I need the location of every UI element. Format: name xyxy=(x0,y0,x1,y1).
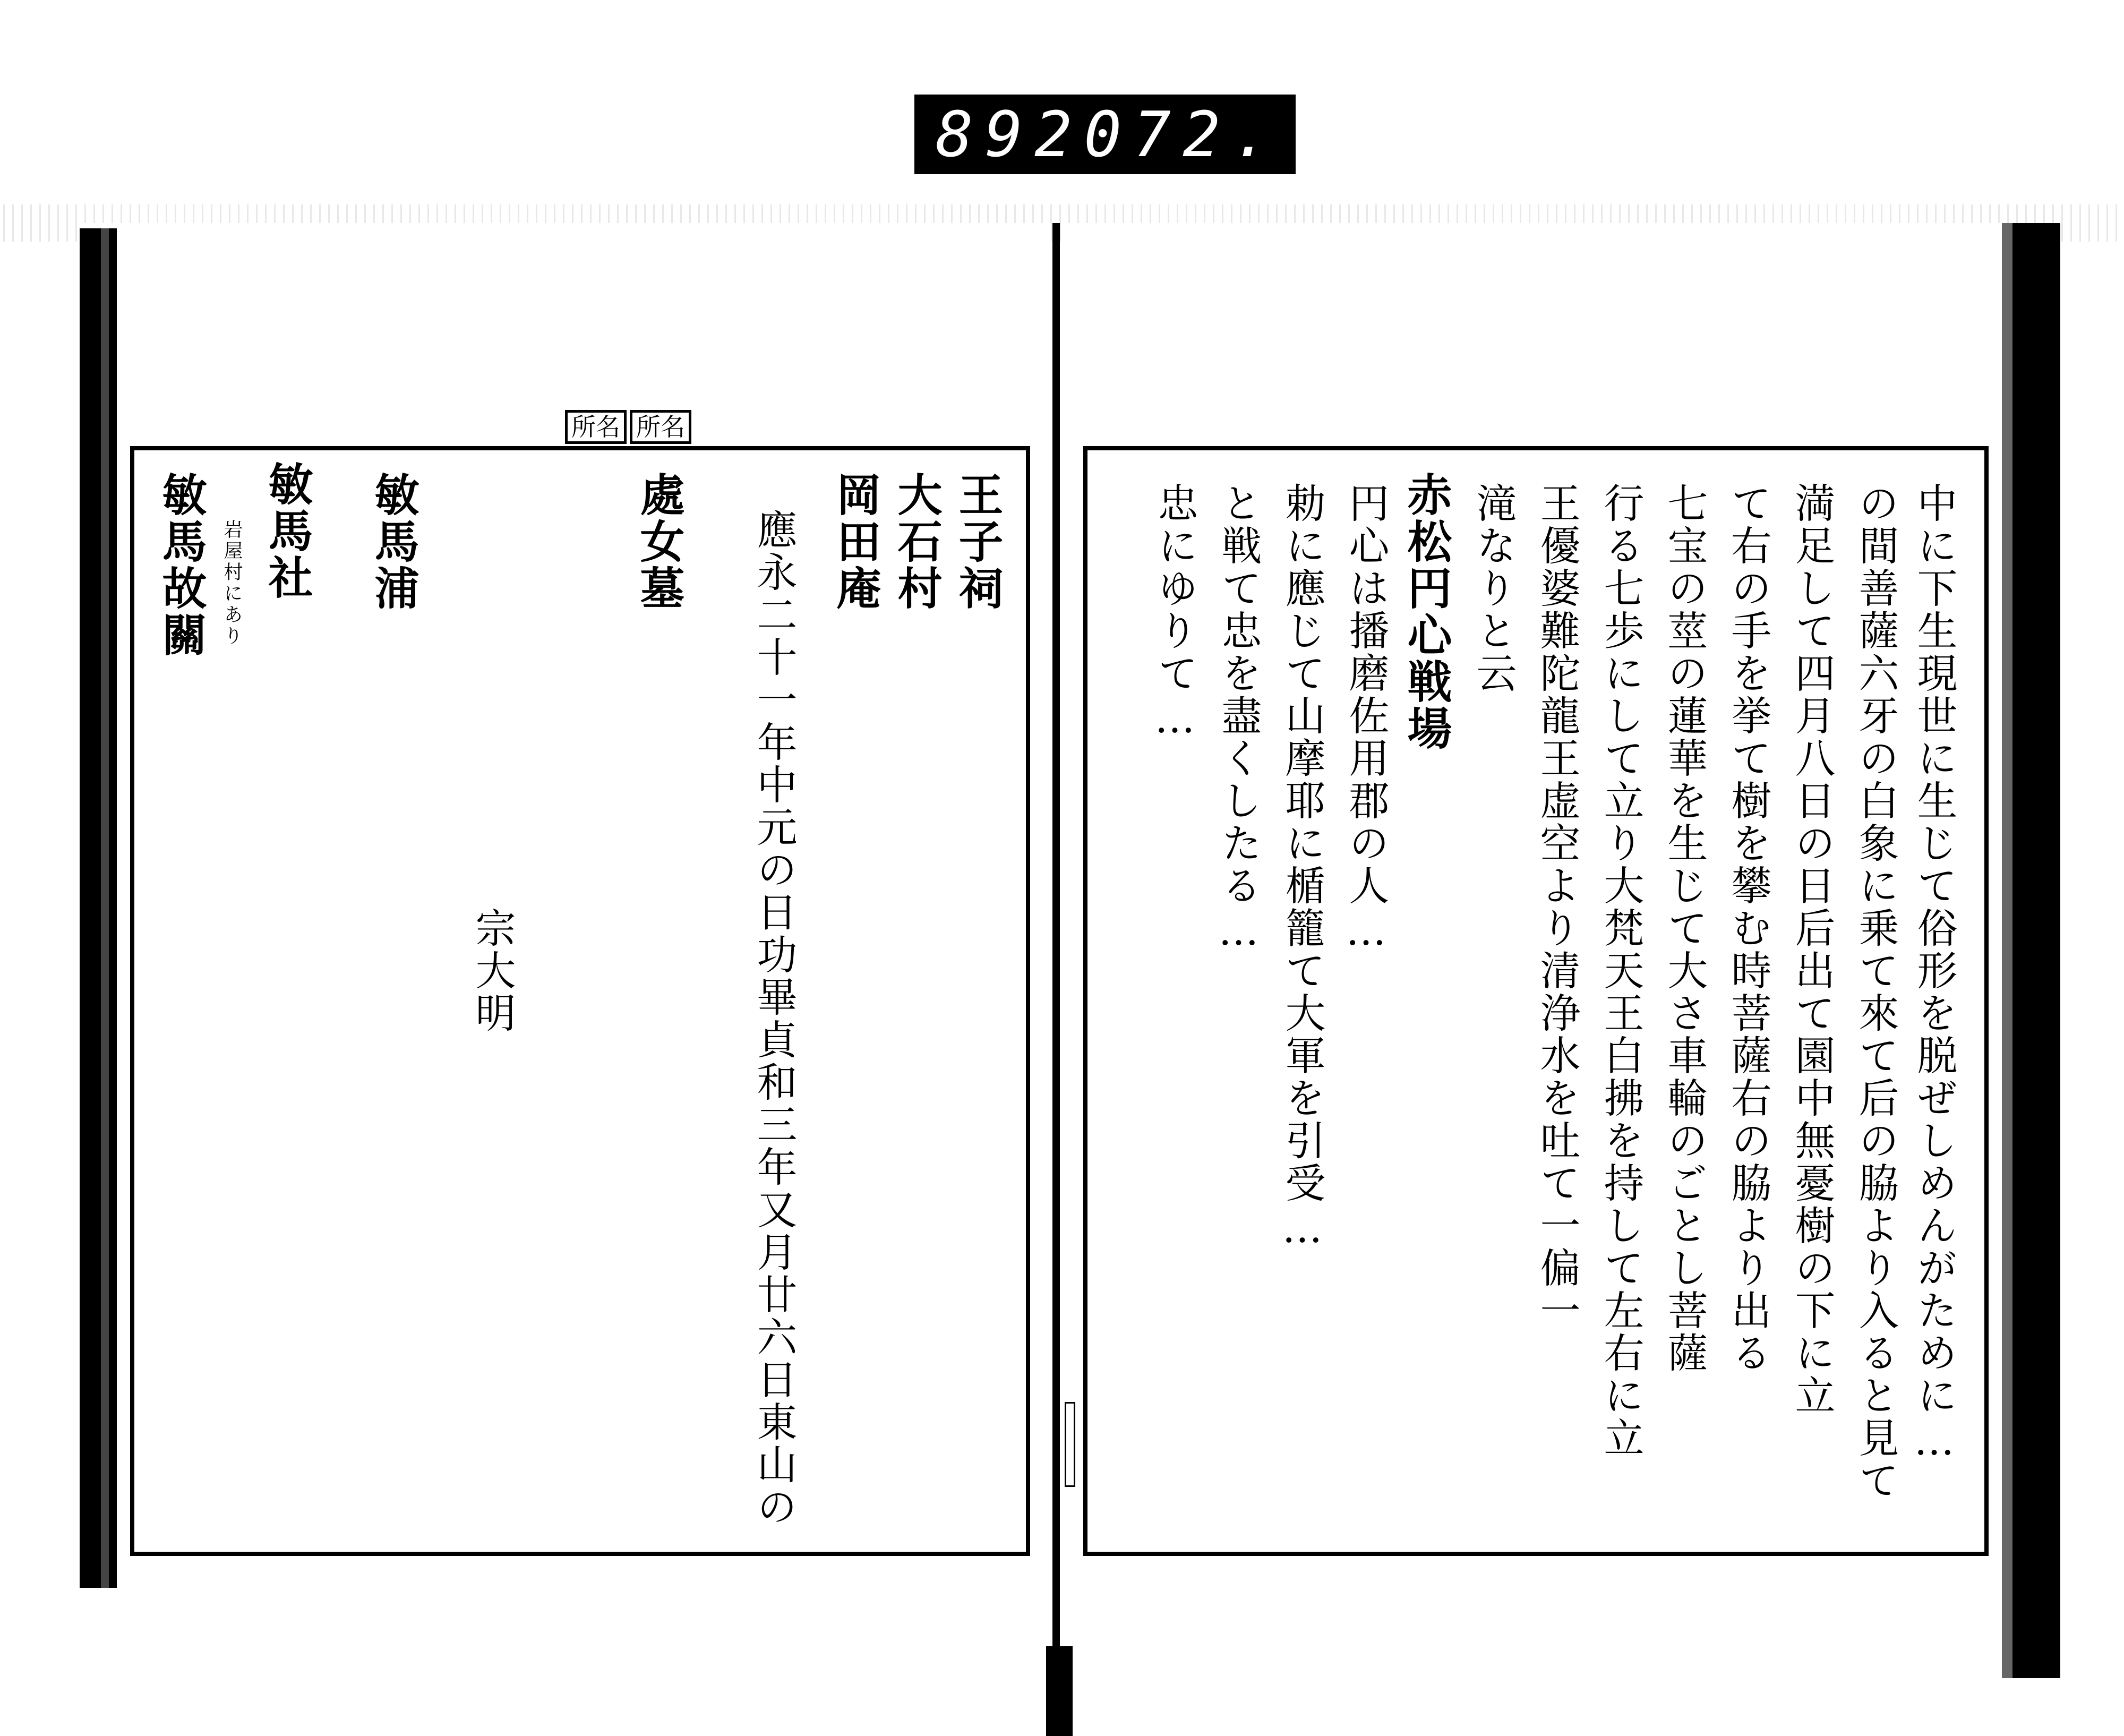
right-col-3: 満足して四月八日の日后出て園中無憂樹の下に立 xyxy=(1788,482,1836,1417)
right-spine xyxy=(2002,223,2060,1678)
note-mark xyxy=(1065,1402,1075,1487)
left-label-2: 所名 xyxy=(630,410,691,444)
left-col-8: 敏馬故關 xyxy=(155,472,208,659)
archive-tag-right: 072. xyxy=(1084,98,1282,171)
left-col-9: 岩屋村にあり xyxy=(221,519,243,647)
right-col-12: と戦て忠を盡くしたる… xyxy=(1215,482,1262,956)
gutter-foot xyxy=(1046,1646,1073,1736)
left-col-1: 王子祠 xyxy=(952,472,1004,612)
right-col-2: の間善薩六牙の白象に乗て來て后の脇より入ると見て xyxy=(1852,482,1899,1502)
right-col-13: 忠にゆりて… xyxy=(1151,482,1198,744)
left-col-2: 大石村 xyxy=(890,472,943,612)
gutter xyxy=(1052,223,1060,1731)
left-label-1: 所名 xyxy=(565,410,627,444)
right-col-4: て右の手を挙て樹を攀む時菩薩右の脇より出る xyxy=(1725,482,1772,1374)
left-text-frame xyxy=(130,446,1030,1556)
left-col-10: 宗大明 xyxy=(469,907,516,1034)
right-col-11: 勅に應じて山摩耶に楯籠て大軍を引受… xyxy=(1279,482,1326,1254)
right-col-10: 円心は播磨佐用郡の人… xyxy=(1342,482,1390,956)
left-col-6: 敏馬浦 xyxy=(367,472,420,612)
right-col-1: 中に下生現世に生じて俗形を脱ぜしめんがために… xyxy=(1911,482,1958,1466)
left-col-3: 岡田庵 xyxy=(829,472,882,612)
left-spine xyxy=(80,228,117,1588)
right-col-5: 七宝の莖の蓮華を生じて大さ車輪のごとし菩薩 xyxy=(1661,482,1708,1374)
right-col-7: 王優婆難陀龍王虚空より清浄水を吐て一偏一 xyxy=(1534,482,1581,1332)
right-col-6: 行る七歩にして立り大梵天王白拂を持して左右に立 xyxy=(1597,482,1645,1459)
archive-tag xyxy=(914,95,1296,174)
left-col-5: 處女墓 xyxy=(633,472,686,612)
right-text-frame xyxy=(1083,446,1989,1556)
left-col-4: 應永二十一年中元の日功畢貞和三年又月廿六日東山の xyxy=(750,509,798,1528)
archive-tag-left: 892 xyxy=(936,98,1084,171)
right-col-8: 滝なりと云 xyxy=(1470,482,1517,695)
left-col-7: 敏馬社 xyxy=(261,461,314,601)
right-col-9: 赤松円心戦場 xyxy=(1400,472,1453,752)
